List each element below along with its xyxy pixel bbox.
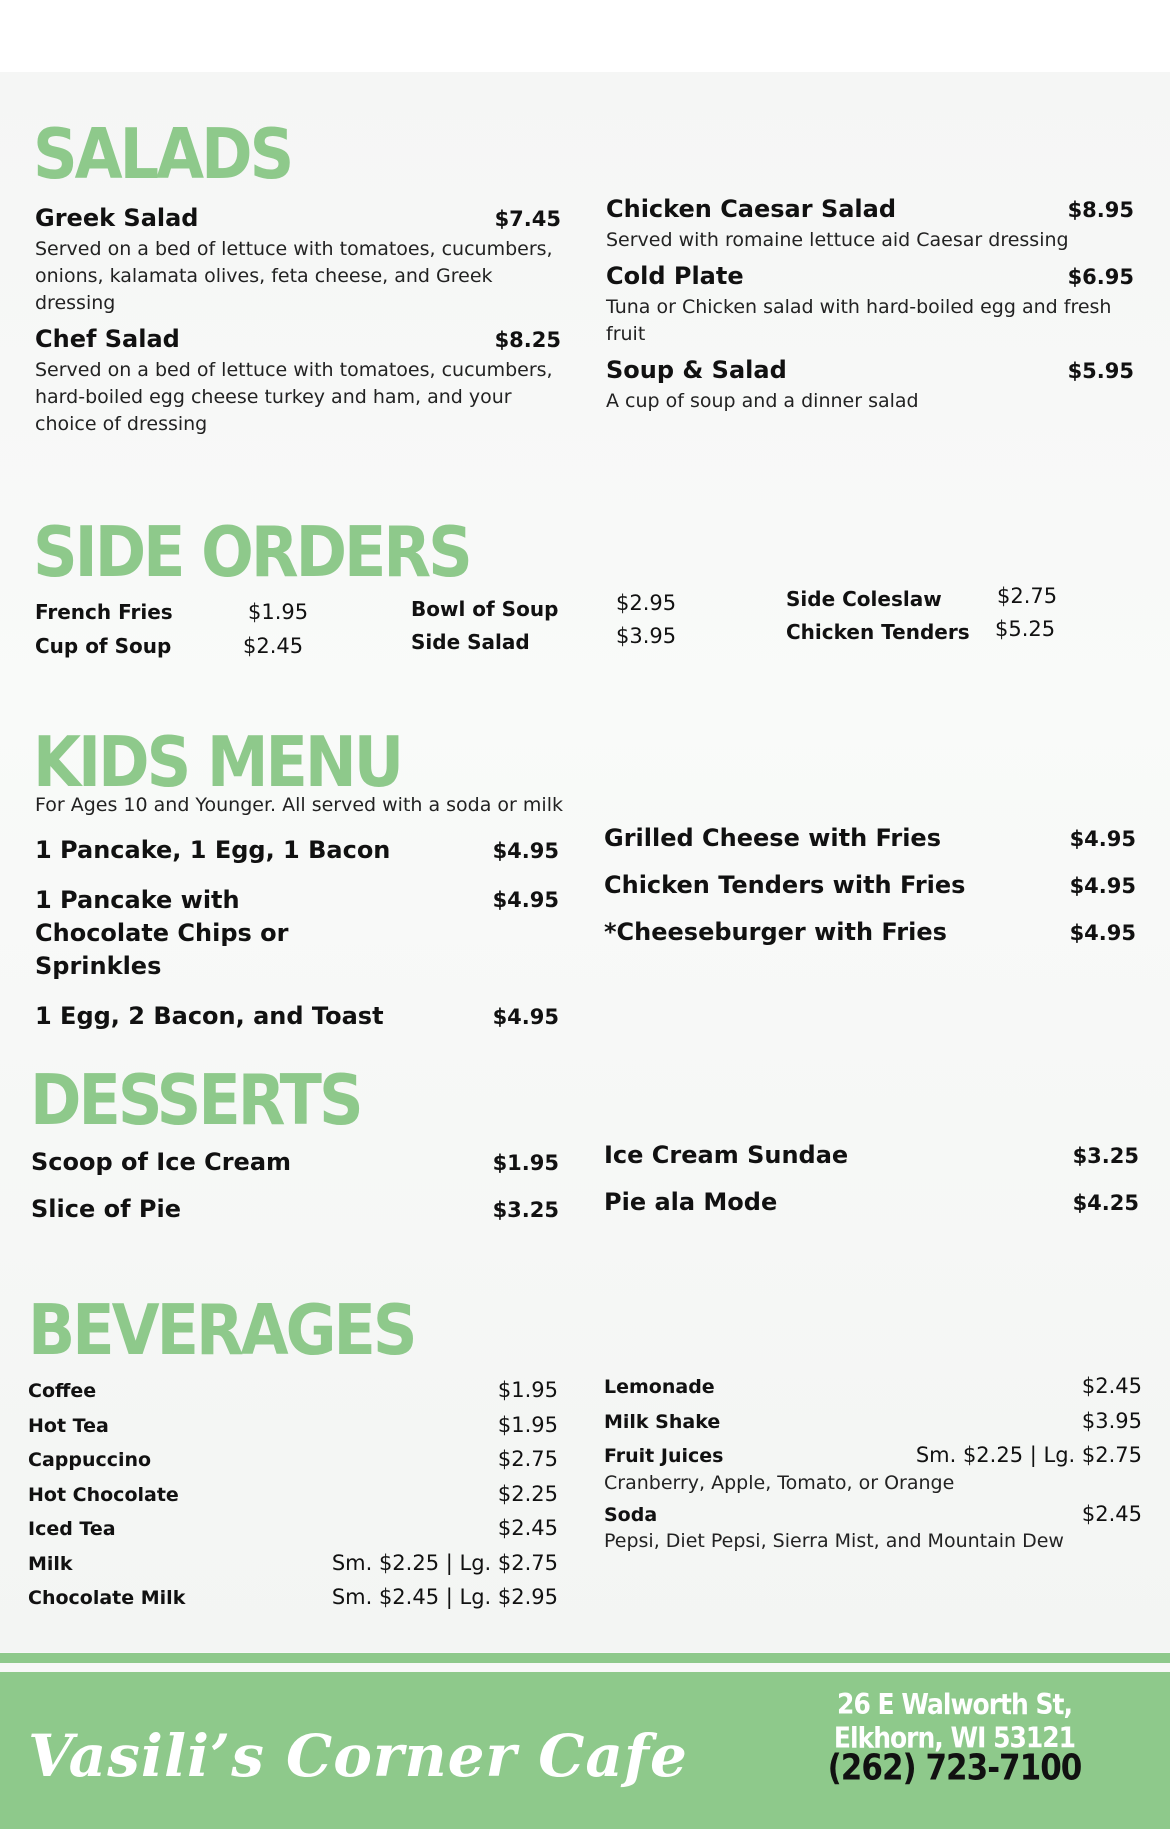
- menu-item: [35, 1000, 559, 1033]
- item-name: Scoop of Ice Cream: [31, 1148, 292, 1176]
- item-price: $1.95: [497, 1412, 558, 1437]
- cafe-address: 26 E Walworth St, Elkhorn, WI 53121: [833, 1687, 1076, 1755]
- menu-item: [604, 1409, 1142, 1444]
- item-description: Served on a bed of lettuce with tomatoes, cucumbers, hard-boiled egg cheese turkey and ham, and your choice of dressing: [35, 359, 553, 435]
- item-price: $4.95: [492, 1005, 559, 1029]
- item-price: $2.45: [497, 1516, 558, 1540]
- beverages-heading: BEVERAGES: [28, 1289, 415, 1372]
- cafe-name: Vasili’s Corner Cafe: [28, 1722, 688, 1790]
- menu-item: [28, 1482, 558, 1517]
- item-price: $8.95: [1067, 198, 1134, 222]
- menu-item: [35, 204, 561, 317]
- menu-item: [31, 1146, 559, 1179]
- salads-heading: SALADS: [33, 113, 292, 196]
- item-name: Grilled Cheese with Fries: [604, 824, 941, 852]
- item-name: Lemonade: [604, 1376, 715, 1398]
- item-price: Sm. $2.25 | Lg. $2.75: [331, 1550, 558, 1575]
- item-price: $3.25: [1072, 1144, 1139, 1168]
- menu-item: [604, 1374, 1142, 1409]
- menu-item: [28, 1378, 558, 1413]
- item-price: $3.25: [492, 1198, 559, 1222]
- side-item-name: Cup of Soup: [35, 634, 172, 658]
- footer-banner: [0, 1672, 1170, 1829]
- desserts-right-column: [604, 1139, 1139, 1236]
- beverages-right-column: [604, 1374, 1142, 1560]
- item-name: Cold Plate: [606, 262, 744, 290]
- item-price: $4.95: [492, 888, 559, 912]
- menu-item: [604, 822, 1136, 855]
- item-name: Chicken Tenders with Fries: [604, 871, 966, 899]
- item-name: Soda: [604, 1503, 658, 1526]
- item-description: Served with romaine lettuce aid Caesar dressing: [606, 229, 1069, 251]
- item-price: $4.95: [1069, 827, 1136, 851]
- item-price: $6.95: [1067, 265, 1134, 289]
- side-item-name: Bowl of Soup: [411, 597, 559, 621]
- menu-item: [604, 1186, 1139, 1219]
- side-item-price: $3.95: [616, 624, 677, 648]
- menu-item: [28, 1585, 558, 1620]
- menu-item: [35, 884, 559, 983]
- item-name: *Cheeseburger with Fries: [604, 918, 947, 946]
- beverages-left-column: [28, 1378, 558, 1620]
- side-item-name: Chicken Tenders: [786, 620, 970, 644]
- item-price: $5.95: [1067, 359, 1134, 383]
- menu-item: [28, 1551, 558, 1586]
- item-name: Ice Cream Sundae: [604, 1141, 849, 1169]
- item-name: Coffee: [28, 1380, 97, 1402]
- side-item-name: Side Salad: [411, 630, 530, 654]
- item-name: Hot Chocolate: [28, 1483, 179, 1506]
- menu-item: [31, 1193, 559, 1226]
- menu-item: [35, 325, 561, 438]
- item-description: Served on a bed of lettuce with tomatoes, cucumbers, onions, kalamata olives, feta cheese, and Greek dressing: [35, 238, 553, 314]
- item-name: Hot Tea: [28, 1414, 109, 1437]
- menu-item: [28, 1447, 558, 1482]
- item-name: Chocolate Milk: [28, 1587, 186, 1609]
- menu-item: [28, 1413, 558, 1448]
- item-price: Sm. $2.25 | Lg. $2.75: [915, 1443, 1142, 1467]
- item-name: Milk Shake: [604, 1410, 721, 1433]
- kids-left-column: [35, 834, 559, 1050]
- item-name: Chef Salad: [35, 325, 180, 353]
- salads-left-column: [35, 204, 561, 446]
- item-name: Milk: [28, 1552, 73, 1575]
- item-name: Iced Tea: [28, 1518, 116, 1540]
- side-item-price: $5.25: [995, 617, 1056, 641]
- item-price: $7.45: [494, 207, 561, 231]
- item-name: Cappuccino: [28, 1449, 152, 1471]
- item-price: $2.45: [1081, 1374, 1142, 1398]
- item-price: $4.95: [1069, 874, 1136, 898]
- menu-item: [28, 1516, 558, 1551]
- item-price: $4.95: [1069, 921, 1136, 945]
- item-name: Chicken Caesar Salad: [606, 195, 897, 223]
- kids-right-column: [604, 822, 1136, 966]
- top-margin: [0, 0, 1170, 72]
- desserts-heading: DESSERTS: [30, 1059, 361, 1142]
- item-name: 1 Pancake with Chocolate Chips or Sprinkles: [35, 886, 289, 980]
- side-orders-heading: SIDE ORDERS: [33, 511, 470, 594]
- cafe-phone: (262) 723-7100: [827, 1747, 1082, 1789]
- menu-item: [35, 834, 559, 867]
- item-price: $1.95: [492, 1151, 559, 1175]
- menu-item: [604, 1139, 1139, 1172]
- item-name: 1 Egg, 2 Bacon, and Toast: [35, 1002, 384, 1030]
- item-price: $4.95: [492, 839, 559, 863]
- item-price: $1.95: [497, 1378, 558, 1402]
- desserts-left-column: [31, 1146, 559, 1243]
- menu-item: [604, 916, 1136, 949]
- side-item-price: $2.75: [997, 584, 1058, 608]
- item-description: Pepsi, Diet Pepsi, Sierra Mist, and Mountain Dew: [604, 1530, 1064, 1552]
- side-item-price: $2.95: [616, 591, 677, 615]
- item-price: $3.95: [1081, 1408, 1142, 1433]
- item-price: $2.75: [497, 1447, 558, 1471]
- menu-item: [606, 195, 1134, 254]
- kids-menu-note: For Ages 10 and Younger. All served with a soda or milk: [35, 794, 563, 816]
- item-name: Pie ala Mode: [604, 1188, 778, 1216]
- kids-menu-heading: KIDS MENU: [33, 721, 402, 804]
- item-name: Slice of Pie: [31, 1195, 181, 1223]
- footer-divider: [0, 1653, 1170, 1663]
- item-price: $4.25: [1072, 1191, 1139, 1215]
- item-name: Soup & Salad: [606, 356, 787, 384]
- item-name: Greek Salad: [35, 204, 199, 232]
- side-item-name: Side Coleslaw: [786, 587, 942, 611]
- salads-right-column: [606, 195, 1134, 423]
- menu-item: [606, 262, 1134, 348]
- item-description: Tuna or Chicken salad with hard-boiled egg and fresh fruit: [606, 296, 1112, 345]
- item-description: A cup of soup and a dinner salad: [606, 390, 919, 412]
- menu-item: [606, 356, 1134, 415]
- item-price: $8.25: [494, 328, 561, 352]
- side-item-name: French Fries: [35, 600, 173, 624]
- side-item-price: $2.45: [243, 634, 304, 658]
- item-price: $2.25: [497, 1481, 558, 1506]
- item-price: $2.45: [1081, 1501, 1142, 1526]
- side-item-price: $1.95: [248, 600, 309, 624]
- item-name: 1 Pancake, 1 Egg, 1 Bacon: [35, 836, 391, 864]
- item-price: Sm. $2.45 | Lg. $2.95: [331, 1585, 558, 1609]
- menu-item: [604, 869, 1136, 902]
- item-name: Fruit Juices: [604, 1445, 724, 1467]
- item-description: Cranberry, Apple, Tomato, or Orange: [604, 1471, 955, 1494]
